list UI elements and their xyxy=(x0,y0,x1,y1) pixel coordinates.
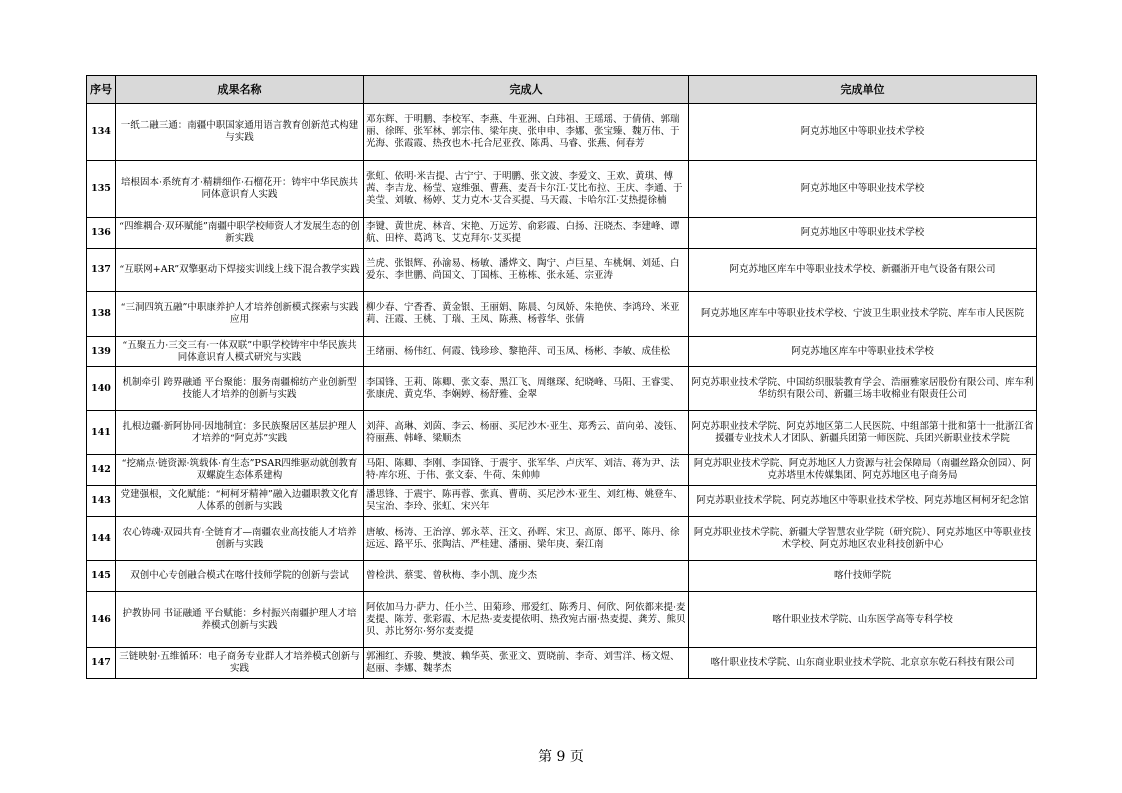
header-completers: 完成人 xyxy=(364,76,689,104)
completers: 阿依加马力·萨力、任小兰、田菊珍、邢爱红、陈秀月、何欣、阿依都来提·麦麦提、陈芳、张彩霞、木尼热·麦麦提依明、热孜宛古丽·热麦提、龚芳、熊贝贝、苏比努尔·努尔麦麦提 xyxy=(364,592,689,648)
achievement-title: 护教协同 书证融通 平台赋能：乡村振兴南疆护理人才培养模式创新与实践 xyxy=(116,592,364,648)
row-number: 144 xyxy=(87,517,116,561)
completers: 张虹、依明·米吉提、古宁宁、于明鹏、张文波、李爱文、王欢、黄琪、傅茜、李吉龙、杨莹、寇维强、曹燕、麦吾卡尔江·艾比布拉、王庆、李通、于美莹、刘敏、杨婷、艾力克木·艾合买提、马天霞、卡哈尔江·艾热提徐楠 xyxy=(364,161,689,218)
table-row xyxy=(87,486,1037,517)
header-seq: 序号 xyxy=(87,76,116,104)
completing-unit: 阿克苏地区库车中等职业技术学校 xyxy=(689,337,1037,367)
achievement-title: 双创中心专创融合模式在喀什技师学院的创新与尝试 xyxy=(116,561,364,592)
table-row xyxy=(87,592,1037,648)
achievement-title: 扎根边疆·新阿协同·因地制宜：多民族聚居区基层护理人才培养的“阿克苏”实践 xyxy=(116,411,364,455)
row-number: 146 xyxy=(87,592,116,648)
achievement-title: 机制牵引 跨界融通 平台聚能：服务南疆棉纺产业创新型技能人才培养的创新与实践 xyxy=(116,367,364,411)
completing-unit: 阿克苏职业技术学院、阿克苏地区中等职业技术学校、阿克苏地区柯柯牙纪念馆 xyxy=(689,486,1037,517)
row-number: 143 xyxy=(87,486,116,517)
completing-unit: 阿克苏地区库车中等职业技术学校、宁波卫生职业技术学院、库车市人民医院 xyxy=(689,292,1037,337)
row-number: 142 xyxy=(87,455,116,486)
row-number: 137 xyxy=(87,249,116,292)
completing-unit: 阿克苏地区库车中等职业技术学校、新疆浙开电气设备有限公司 xyxy=(689,249,1037,292)
completers: 郭湘红、乔骏、樊波、赖华英、张亚文、贾晓前、李奇、刘雪洋、杨文煜、赵丽、李娜、魏孝杰 xyxy=(364,648,689,679)
achievement-title: 党建强根，文化赋能：“柯柯牙精神”融入边疆职教文化育人体系的创新与实践 xyxy=(116,486,364,517)
completers: 柳少春、宁香香、黄金银、王丽娟、陈晨、匀凤娇、朱艳侠、李鸿玲、米亚莉、汪霞、王桃、丁瑞、王凤、陈燕、杨蓉华、张倩 xyxy=(364,292,689,337)
completing-unit: 阿克苏职业技术学院、新疆大学智慧农业学院（研究院）、阿克苏地区中等职业技术学校、阿克苏地区农业科技创新中心 xyxy=(689,517,1037,561)
completers: 唐敏、杨涛、王治淳、郭永萃、汪文、孙晖、宋卫、高原、郎平、陈丹、徐远远、路平乐、张陶洁、严桂建、潘丽、梁年庚、秦江南 xyxy=(364,517,689,561)
row-number: 140 xyxy=(87,367,116,411)
completers: 兰虎、张银辉、孙渝易、杨敏、潘烨文、陶宁、卢巨星、车桃炯、刘延、白爱东、李世鹏、尚国文、丁国栋、王栋栋、张永延、宗亚涛 xyxy=(364,249,689,292)
header-title: 成果名称 xyxy=(116,76,364,104)
table-row xyxy=(87,337,1037,367)
row-number: 135 xyxy=(87,161,116,218)
header-unit: 完成单位 xyxy=(689,76,1037,104)
achievement-title: “五聚五力·三交三有·一体双联”中职学校铸牢中华民族共同体意识育人模式研究与实践 xyxy=(116,337,364,367)
page-number: 第 9 页 xyxy=(538,749,584,765)
table-row xyxy=(87,561,1037,592)
table-row xyxy=(87,161,1037,218)
achievement-title: 农心铸魂·双园共育·全链育才—南疆农业高技能人才培养创新与实践 xyxy=(116,517,364,561)
achievement-title: “四维耦合·双环赋能”南疆中职学校师资人才发展生态的创新实践 xyxy=(116,218,364,249)
table-row xyxy=(87,104,1037,161)
completing-unit: 阿克苏地区中等职业技术学校 xyxy=(689,104,1037,161)
completing-unit: 阿克苏地区中等职业技术学校 xyxy=(689,218,1037,249)
awards-table xyxy=(86,75,1037,679)
achievement-title: “三洞四筑五融”中职康养护人才培养创新模式探索与实践应用 xyxy=(116,292,364,337)
completers: 刘萍、高琳、刘茵、李云、杨丽、买尼沙木·亚生、郑秀云、苗向弟、凌钰、符丽燕、韩峰、梁顺杰 xyxy=(364,411,689,455)
row-number: 147 xyxy=(87,648,116,679)
completing-unit: 阿克苏职业技术学院、阿克苏地区第二人民医院、中组部第十批和第十一批浙江省援疆专业技术人才团队、新疆兵团第一师医院、兵团兴新职业技术学院 xyxy=(689,411,1037,455)
completing-unit: 阿克苏职业技术学院、中国纺织服装教育学会、浩丽雅家居股份有限公司、库车利华纺织有限公司、新疆三场丰收棉业有限责任公司 xyxy=(689,367,1037,411)
completers: 王绪丽、杨伟红、何霞、钱珍珍、黎艳萍、司玉凤、杨彬、李敏、成佳松 xyxy=(364,337,689,367)
achievement-title: 三链映射·五维循环：电子商务专业群人才培养模式创新与实践 xyxy=(116,648,364,679)
completers: 邓东辉、于明鹏、李校军、李燕、牛亚洲、白玮祖、王瑶瑶、于倩倩、郭瑞丽、徐晖、张军林、郭宗伟、梁年庚、张申申、李娜、张宝臻、魏万伟、于光海、张霞霞、热孜也木·托合尼亚孜、陈禹、马睿、张燕、何春芳 xyxy=(364,104,689,161)
achievement-title: “互联网+AR”双擎驱动下焊接实训线上线下混合教学实践 xyxy=(116,249,364,292)
row-number: 139 xyxy=(87,337,116,367)
row-number: 136 xyxy=(87,218,116,249)
table-row xyxy=(87,517,1037,561)
completers: 李键、黄世虎、林音、宋艳、万远芳、俞彩霞、白扬、汪晓杰、李建峰、谭航、田梓、葛鸿飞、艾克拜尔·艾买提 xyxy=(364,218,689,249)
completers: 潘思锋、于震宇、陈再蓉、张真、曹萌、买尼沙木·亚生、刘红梅、姚登车、吴宝治、李玲、张虹、宋兴年 xyxy=(364,486,689,517)
completing-unit: 喀什职业技术学院、山东医学高等专科学校 xyxy=(689,592,1037,648)
table-row xyxy=(87,218,1037,249)
achievement-title: 一纸二融三通：南疆中职国家通用语言教育创新范式构建与实践 xyxy=(116,104,364,161)
row-number: 141 xyxy=(87,411,116,455)
row-number: 145 xyxy=(87,561,116,592)
row-number: 134 xyxy=(87,104,116,161)
completing-unit: 阿克苏职业技术学院、阿克苏地区人力资源与社会保障局（南疆丝路众创园）、阿克苏塔里木传媒集团、阿克苏地区电子商务局 xyxy=(689,455,1037,486)
achievement-title: 培根固本·系统育才·精耕细作·石榴花开：铸牢中华民族共同体意识育人实践 xyxy=(116,161,364,218)
completing-unit: 喀什职业技术学院、山东商业职业技术学院、北京京东乾石科技有限公司 xyxy=(689,648,1037,679)
table-row xyxy=(87,367,1037,411)
table-row xyxy=(87,455,1037,486)
table-row xyxy=(87,249,1037,292)
completing-unit: 喀什技师学院 xyxy=(689,561,1037,592)
table-row xyxy=(87,648,1037,679)
table-row xyxy=(87,411,1037,455)
completers: 曾检洪、蔡雯、曾秋梅、李小凯、庞少杰 xyxy=(364,561,689,592)
row-number: 138 xyxy=(87,292,116,337)
completers: 李国锋、王莉、陈卿、张文泰、黑江飞、周继琛、纪晓峰、马阳、王睿雯、张康虎、黄克华、李娴婷、杨舒雅、金翠 xyxy=(364,367,689,411)
table-row xyxy=(87,292,1037,337)
completers: 马阳、陈卿、李刚、李国锋、于震宇、张军华、卢庆军、刘洁、蒋为尹、法特·库尔班、于伟、张文泰、牛荷、朱帅帅 xyxy=(364,455,689,486)
achievement-title: “挖痛点·链资源·筑载体·育生态”PSAR四维驱动就创教育双螺旋生态体系建构 xyxy=(116,455,364,486)
completing-unit: 阿克苏地区中等职业技术学校 xyxy=(689,161,1037,218)
table-header-row xyxy=(87,76,1037,104)
